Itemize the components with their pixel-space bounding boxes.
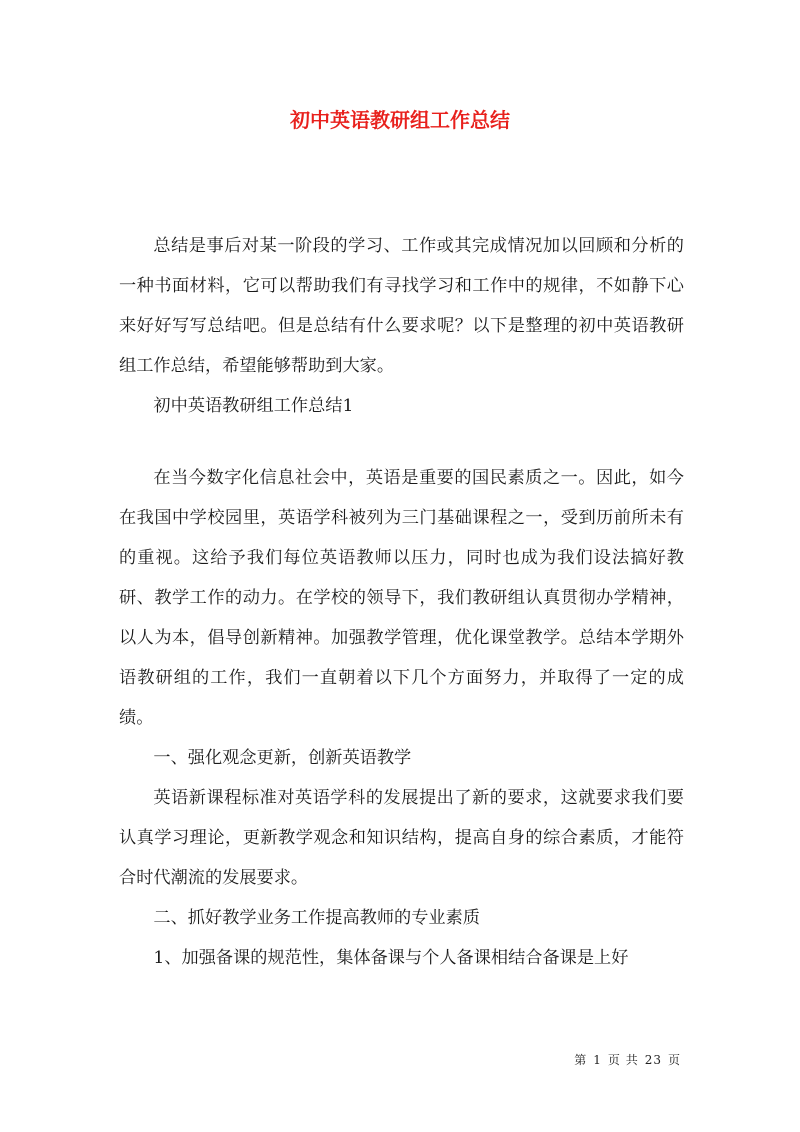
intro-paragraph: 总结是事后对某一阶段的学习、工作或其完成情况加以回顾和分析的一种书面材料，它可以帮助我们有寻找学习和工作中的规律，不如静下心来好好写写总结吧。但是总结有什么要求呢？以下是整理的初中英语教研组工作总结，希望能够帮助到大家。	[119, 236, 684, 376]
page-footer	[571, 1052, 684, 1068]
body-paragraph-2: 英语新课程标准对英语学科的发展提出了新的要求，这就要求我们要认真学习理论，更新教学观念和知识结构，提高自身的综合素质，才能符合时代潮流的发展要求。	[119, 788, 684, 888]
footer-middle: 页 共	[607, 1053, 639, 1067]
footer-page-number: 1	[593, 1053, 602, 1067]
footer-suffix: 页	[667, 1053, 681, 1067]
heading-2: 二、抓好教学业务工作提高教师的专业素质	[153, 908, 480, 928]
document-title: 初中英语教研组工作总结	[290, 108, 510, 132]
body-paragraph-3: 1、加强备课的规范性，集体备课与个人备课相结合备课是上好	[153, 948, 629, 968]
body-paragraph-1: 在当今数字化信息社会中，英语是重要的国民素质之一。因此，如今在我国中学校园里，英语学科被列为三门基础课程之一，受到历前所未有的重视。这给予我们每位英语教师以压力，同时也成为我们设法搞好教研、教学工作的动力。在学校的领导下，我们教研组认真贯彻办学精神，以人为本，倡导创新精神。加强教学管理，优化课堂教学。总结本学期外语教研组的工作，我们一直朝着以下几个方面努力，并取得了一定的成绩。	[119, 468, 684, 728]
footer-prefix: 第	[574, 1053, 588, 1067]
document-body	[119, 226, 684, 978]
heading-1: 一、强化观念更新，创新英语教学	[153, 748, 412, 768]
section-title: 初中英语教研组工作总结1	[153, 396, 354, 416]
footer-total-pages: 23	[644, 1053, 662, 1067]
section-spacer	[119, 426, 684, 458]
